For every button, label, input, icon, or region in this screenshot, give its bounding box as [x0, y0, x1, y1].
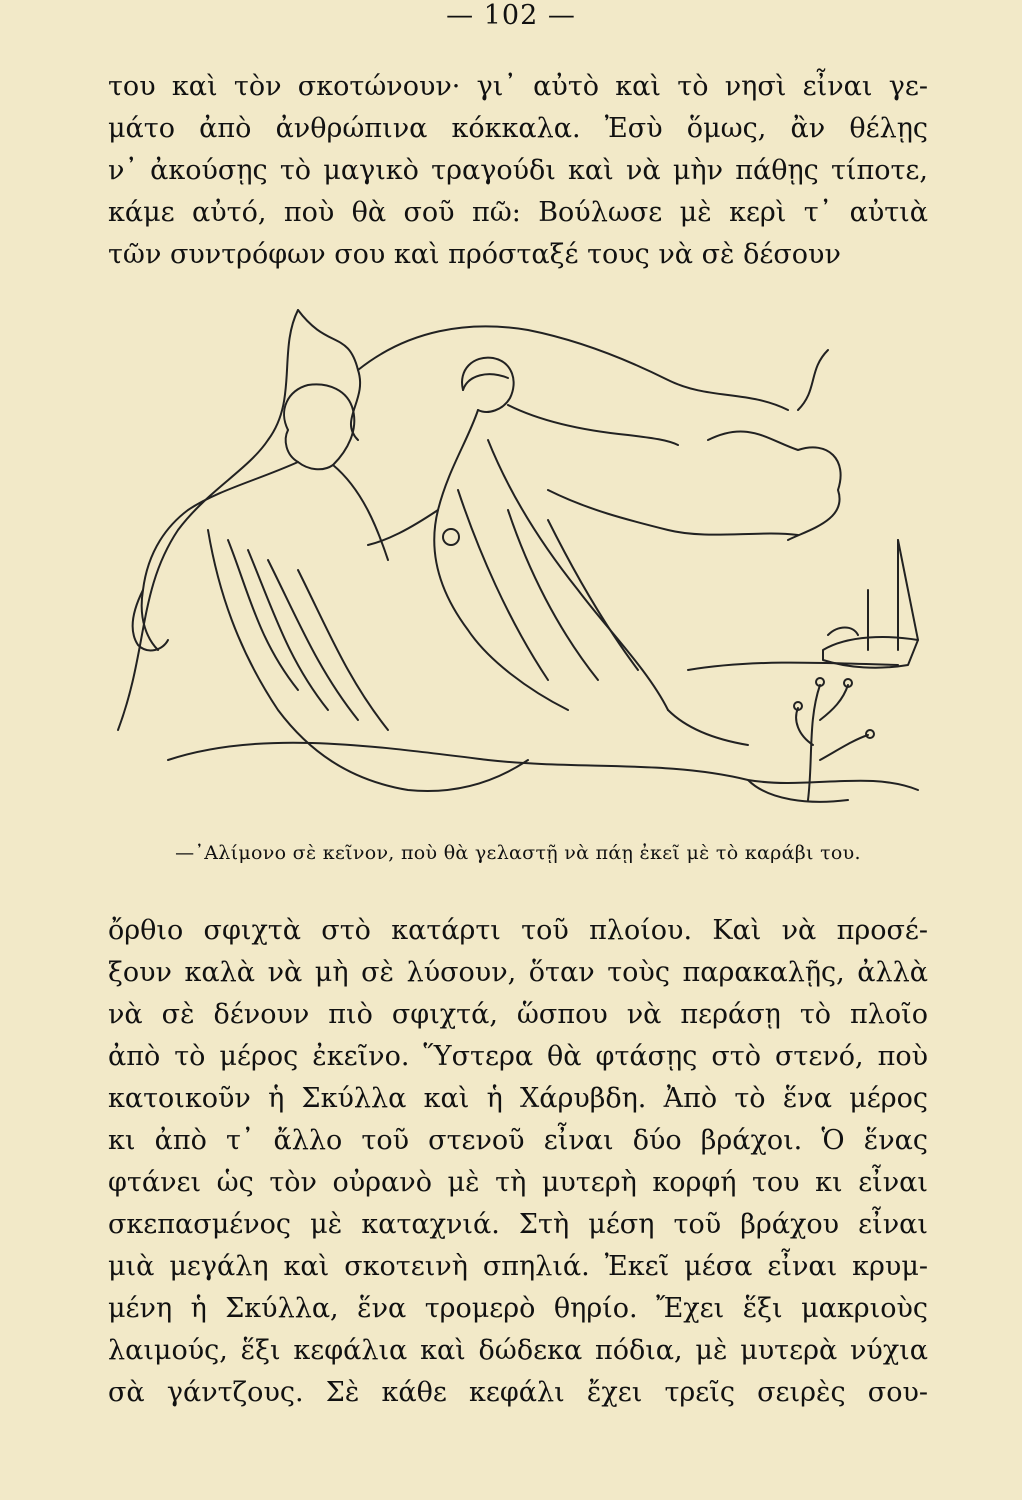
- text-line: κατοικοῦν ἡ Σκύλλα καὶ ἡ Χάρυβδη. Ἀπὸ τὸ ἕνα μέρος: [108, 1083, 928, 1114]
- text-line: τῶν συντρόφων σου καὶ πρόσταξέ τους νὰ σὲ δέσουν: [108, 239, 841, 270]
- text-line: κι ἀπὸ τ᾿ ἄλλο τοῦ στενοῦ εἶναι δύο βράχοι. Ὁ ἕνας: [108, 1125, 928, 1156]
- text-line: κάμε αὐτό, ποὺ θὰ σοῦ πῶ: Βούλωσε μὲ κερὶ τ᾿ αὐτιὰ: [108, 197, 928, 228]
- text-line: ν᾿ ἀκούσῃς τὸ μαγικὸ τραγούδι καὶ νὰ μὴν πάθῃς τίποτε,: [108, 155, 928, 186]
- text-line: μάτο ἀπὸ ἀνθρώπινα κόκκαλα. Ἐσὺ ὅμως, ἂν θέλῃς: [108, 113, 928, 144]
- illustration: [108, 290, 928, 830]
- paragraph-top: [108, 66, 928, 276]
- text-line: φτάνει ὡς τὸν οὐρανὸ μὲ τὴ μυτερὴ κορφή του κι εἶναι: [108, 1167, 928, 1198]
- page-number: — 102 —: [446, 0, 576, 31]
- paragraph-bottom: [108, 910, 928, 1414]
- text-line: σὰ γάντζους. Σὲ κάθε κεφάλι ἔχει τρεῖς σειρὲς σου-: [108, 1377, 928, 1408]
- text-line: ἀπὸ τὸ μέρος ἐκεῖνο. Ὕστερα θὰ φτάσῃς στὸ στενό, ποὺ: [108, 1041, 928, 1072]
- illustration-drawing: [108, 290, 928, 830]
- text-line: σκεπασμένος μὲ καταχνιά. Στὴ μέση τοῦ βράχου εἶναι: [108, 1209, 928, 1240]
- text-line: ὄρθιο σφιχτὰ στὸ κατάρτι τοῦ πλοίου. Καὶ νὰ προσέ-: [108, 915, 928, 946]
- text-line: μιὰ μεγάλη καὶ σκοτεινὴ σπηλιά. Ἐκεῖ μέσα εἶναι κρυμ-: [108, 1251, 928, 1282]
- text-line: λαιμούς, ἕξι κεφάλια καὶ δώδεκα πόδια, μὲ μυτερὰ νύχια: [108, 1335, 928, 1366]
- text-line: ξουν καλὰ νὰ μὴ σὲ λύσουν, ὅταν τοὺς παρακαλῇς, ἀλλὰ: [108, 957, 928, 988]
- text-line: νὰ σὲ δένουν πιὸ σφιχτά, ὥσπου νὰ περάσῃ τὸ πλοῖο: [108, 999, 928, 1030]
- text-line: μένη ἡ Σκύλλα, ἕνα τρομερὸ θηρίο. Ἔχει ἕξι μακριοὺς: [108, 1293, 928, 1324]
- text-line: του καὶ τὸν σκοτώνουν· γι᾿ αὐτὸ καὶ τὸ νησὶ εἶναι γε-: [108, 71, 928, 102]
- figure-caption: —᾿Αλίμονο σὲ κεῖνον, ποὺ θὰ γελαστῇ νὰ πάῃ ἐκεῖ μὲ τὸ καράβι του.: [175, 842, 861, 864]
